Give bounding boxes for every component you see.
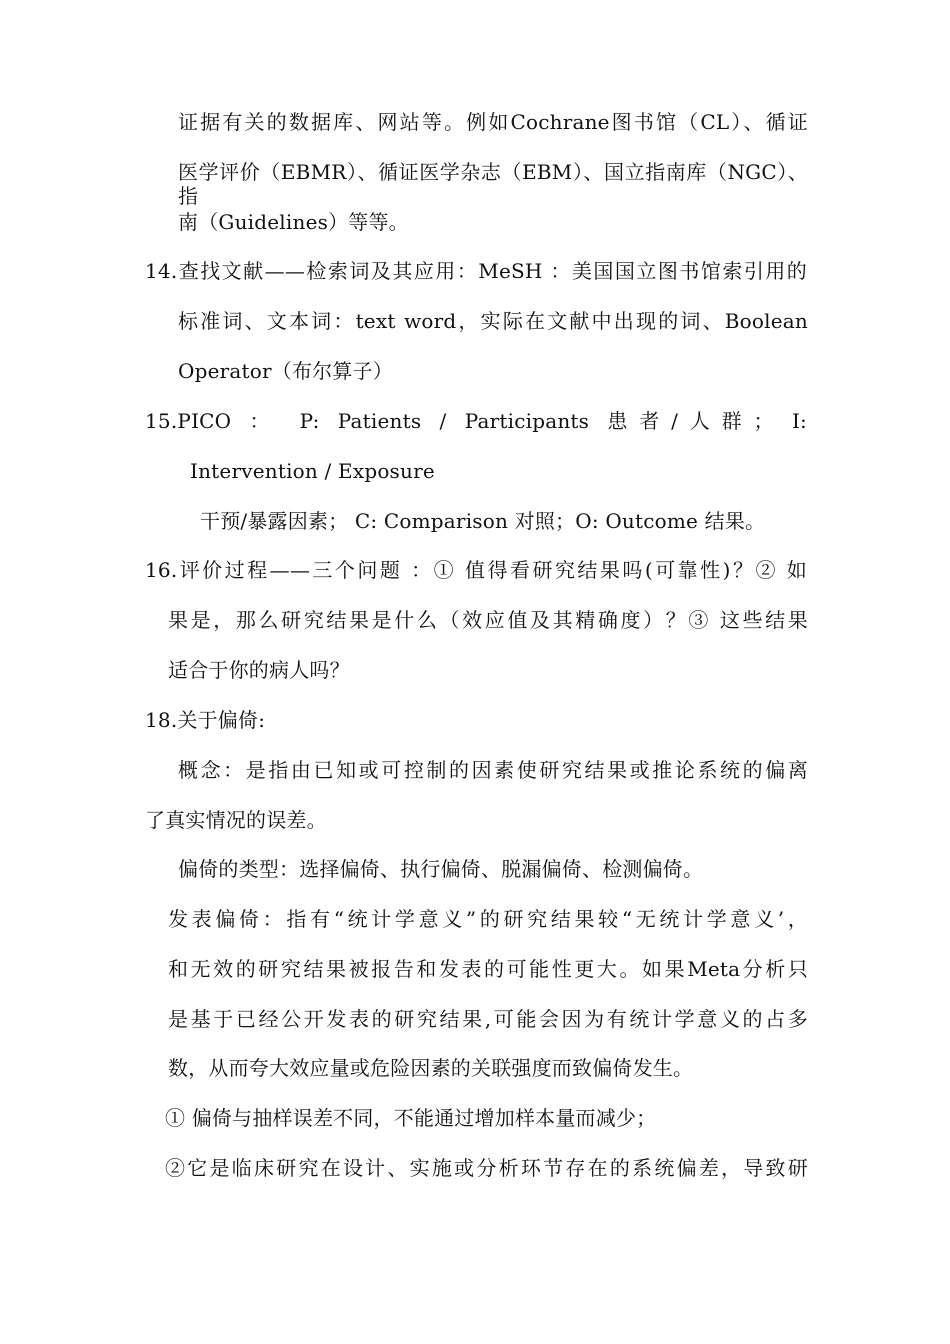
text-line: 了真实情况的误差。 bbox=[145, 808, 327, 832]
text-line: 适合于你的病人吗？ bbox=[168, 658, 350, 682]
list-item-16: 16.评价过程——三个问题 ：① 值得看研究结果吗(可靠性)？② 如 bbox=[145, 558, 807, 582]
list-item-14: 14.查找文献——检索词及其应用：MeSH ：美国国立图书馆索引用的 bbox=[145, 259, 807, 283]
list-item-18: 18.关于偏倚: bbox=[145, 708, 266, 732]
text-line: 和无效的研究结果被报告和发表的可能性更大。如果Meta分析只 bbox=[168, 957, 808, 981]
text-line: 医学评价（EBMR）、循证医学杂志（EBM）、国立指南库（NGC）、指 bbox=[178, 160, 808, 208]
text-line: 标准词、文本词：text word，实际在文献中出现的词、Boolean bbox=[178, 309, 808, 333]
text-line: 证据有关的数据库、网站等。例如Cochrane图书馆（CL）、循证 bbox=[178, 110, 808, 134]
text-line: 数，从而夸大效应量或危险因素的关联强度而致偏倚发生。 bbox=[168, 1056, 694, 1080]
text-line: ① 偏倚与抽样误差不同，不能通过增加样本量而减少； bbox=[165, 1106, 657, 1130]
text-line: ②它是临床研究在设计、实施或分析环节存在的系统偏差，导致研 bbox=[165, 1156, 808, 1180]
text-line: 南（Guidelines）等等。 bbox=[178, 210, 409, 234]
text-line: 是基于已经公开发表的研究结果,可能会因为有统计学意义的占多 bbox=[168, 1007, 808, 1031]
text-line: Intervention / Exposure bbox=[190, 459, 435, 483]
text-line: 发表偏倚：指有“统计学意义”的研究结果较“无统计学意义’， bbox=[168, 907, 808, 931]
text-line: 概念：是指由已知或可控制的因素使研究结果或推论系统的偏离 bbox=[178, 758, 808, 782]
text-line: 偏倚的类型：选择偏倚、执行偏倚、脱漏偏倚、检测偏倚。 bbox=[178, 857, 704, 881]
list-item-15: 15.PICO ： P: Patients / Participants 患者/人群； I: bbox=[145, 409, 807, 433]
text-line: 果是，那么研究结果是什么（效应值及其精确度）？③ 这些结果 bbox=[168, 608, 808, 632]
text-line: 干预/暴露因素； C: Comparison 对照；O: Outcome 结果。 bbox=[200, 509, 766, 533]
text-line: Operator（布尔算子） bbox=[178, 359, 393, 383]
